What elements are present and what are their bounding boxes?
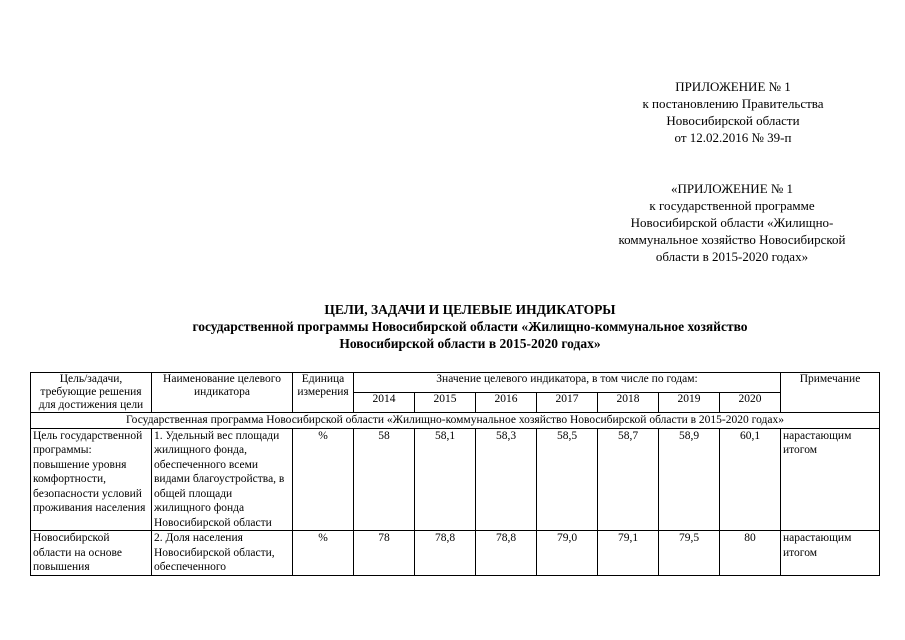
title-line: ЦЕЛИ, ЗАДАЧИ И ЦЕЛЕВЫЕ ИНДИКАТОРЫ [324,302,616,317]
header-unit: Единица измерения [293,373,354,413]
unit-cell: % [293,428,354,531]
value-cell: 58,3 [476,428,537,531]
appendix-line: к постановлению Правительства [642,96,824,111]
appendix-line: Новосибирской области «Жилищно- [630,215,834,230]
appendix-line: коммунальное хозяйство Новосибирской [618,232,846,247]
indicator-cell: 1. Удельный вес площади жилищного фонда, обеспеченного всеми видами благоустройства, в общей площади жилищного фонда Новосибирской области [152,428,293,531]
table-header-row [31,373,880,393]
indicator-cell: 2. Доля населения Новосибирской области, обеспеченного [152,531,293,576]
appendix-line: области в 2015-2020 годах» [655,249,809,264]
appendix-line: к государственной программе [649,198,815,213]
value-cell: 78,8 [415,531,476,576]
year-header: 2018 [598,393,659,413]
header-note: Примечание [781,373,880,413]
title-line: государственной программы Новосибирской области «Жилищно-коммунальное хозяйство [192,319,748,334]
header-values: Значение целевого индикатора, в том числе по годам: [354,373,781,393]
header-indicator: Наименование целевого индикатора [152,373,293,413]
note-cell: нарастающим итогом [781,428,880,531]
value-cell: 58,9 [659,428,720,531]
appendix-line: Новосибирской области [666,113,800,128]
value-cell: 79,1 [598,531,659,576]
year-header: 2019 [659,393,720,413]
program-name: Государственная программа Новосибирской области «Жилищно-коммунальное хозяйство Новосибирской области в 2015-2020 годах» [31,413,880,429]
value-cell: 60,1 [720,428,781,531]
value-cell: 80 [720,531,781,576]
year-header: 2020 [720,393,781,413]
appendix-decree-reference [598,78,868,146]
appendix-program-reference [582,180,882,265]
table-row [31,428,880,531]
goal-cell: Цель государственной программы: повышение уровня комфортности, безопасности условий проживания населения [31,428,152,531]
goal-cell: Новосибирской области на основе повышения [31,531,152,576]
year-header: 2014 [354,393,415,413]
indicators-table [30,372,880,576]
title-line: Новосибирской области в 2015-2020 годах» [339,336,601,351]
document-title [60,301,880,352]
year-header: 2016 [476,393,537,413]
value-cell: 79,5 [659,531,720,576]
table-program-row [31,413,880,429]
appendix-line: ПРИЛОЖЕНИЕ № 1 [675,79,791,94]
table-row [31,531,880,576]
value-cell: 58 [354,428,415,531]
year-header: 2017 [537,393,598,413]
value-cell: 58,7 [598,428,659,531]
note-cell: нарастающим итогом [781,531,880,576]
value-cell: 79,0 [537,531,598,576]
appendix-line: «ПРИЛОЖЕНИЕ № 1 [670,181,794,196]
unit-cell: % [293,531,354,576]
year-header: 2015 [415,393,476,413]
appendix-line: от 12.02.2016 № 39-п [674,130,792,145]
value-cell: 78 [354,531,415,576]
value-cell: 78,8 [476,531,537,576]
header-goal: Цель/задачи, требующие решения для достижения цели [31,373,152,413]
value-cell: 58,1 [415,428,476,531]
value-cell: 58,5 [537,428,598,531]
